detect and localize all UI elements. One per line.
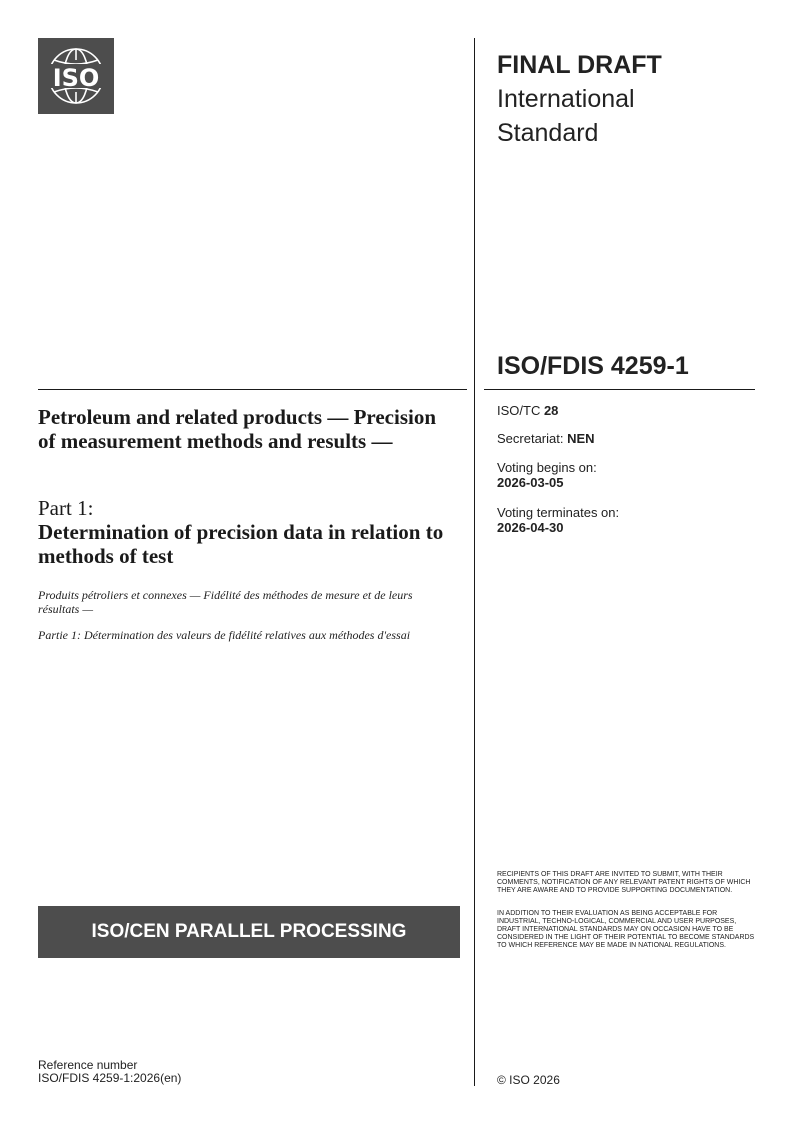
secretariat (497, 431, 595, 446)
secretariat-value: NEN (567, 431, 595, 446)
tc-value: 28 (543, 403, 559, 418)
left-rule (38, 389, 467, 390)
tc-label: ISO/TC (497, 403, 544, 418)
voting-begins-value: 2026-03-05 (497, 475, 564, 490)
standard-number: ISO/FDIS 4259-1 (497, 352, 689, 380)
secretariat-label: Secretariat: (497, 431, 568, 446)
vertical-divider (474, 38, 475, 1086)
right-rule (484, 389, 755, 390)
notice-paragraph-1: RECIPIENTS OF THIS DRAFT ARE INVITED TO SUBMIT, WITH THEIR COMMENTS, NOTIFICATION OF ANY RELEVANT PATENT RIGHTS OF WHICH THEY ARE AWARE AND TO PROVIDE SUPPORTING DOCUMENTATION. (497, 871, 751, 894)
parallel-processing-banner: ISO/CEN PARALLEL PROCESSING (38, 906, 460, 958)
copyright: © ISO 2026 (497, 1073, 560, 1087)
iso-logo-text: ISO (52, 64, 100, 92)
iso-logo (38, 38, 114, 114)
reference-value: ISO/FDIS 4259-1:2026(en) (38, 1071, 182, 1085)
doc-type-line2: International (497, 85, 635, 113)
voting-terminates-label: Voting terminates on: (497, 505, 620, 520)
reference-label: Reference number (38, 1058, 138, 1072)
voting-terminates-value: 2026-04-30 (497, 520, 564, 535)
document-type (497, 48, 757, 150)
notice-paragraph-2: IN ADDITION TO THEIR EVALUATION AS BEING ACCEPTABLE FOR INDUSTRIAL, TECHNO-LOGICAL, COMMERCIAL AND USER PURPOSES, DRAFT INTERNATIONAL STANDARDS MAY ON OCCASION HAVE TO BE CONSIDERED IN THE LIGHT OF THEIR POTENTIAL TO BECOME STANDARDS TO WHICH REFERENCE MAY BE MADE IN NATIONAL REGULATIONS. (497, 910, 755, 949)
main-title: Petroleum and related products — Precision of measurement methods and results — (38, 405, 437, 453)
part-label: Part 1: (38, 496, 94, 520)
iso-globe-logo-icon (38, 38, 114, 114)
doc-type-line1: FINAL DRAFT (497, 51, 662, 79)
french-part-title: Partie 1: Détermination des valeurs de fidélité relatives aux méthodes d'essai (38, 628, 411, 642)
voting-terminates (497, 505, 619, 535)
voting-begins (497, 460, 597, 490)
french-main-title: Produits pétroliers et connexes — Fidélité des méthodes de mesure et de leurs résultats — (38, 588, 413, 616)
part-title: Determination of precision data in relation to methods of test (38, 520, 444, 568)
reference-number (38, 1059, 181, 1085)
doc-type-line3: Standard (497, 119, 599, 147)
voting-begins-label: Voting begins on: (497, 460, 597, 475)
technical-committee (497, 403, 558, 418)
